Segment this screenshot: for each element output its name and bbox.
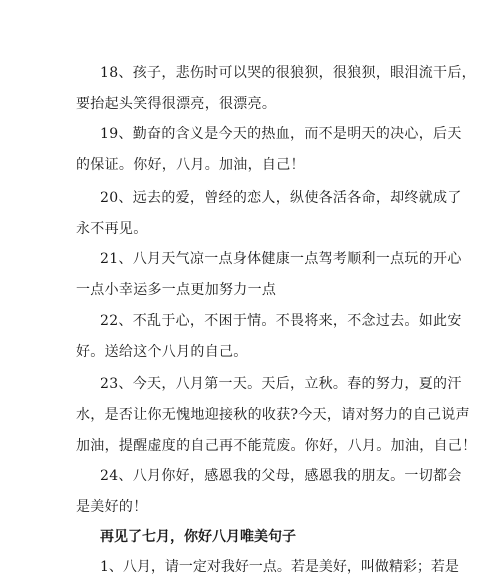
- paragraph-18: [76, 58, 476, 120]
- paragraph-line: 18、孩子，悲伤时可以哭的很狼狈，很狼狈，眼泪流干后，: [100, 65, 476, 81]
- section-heading: 再见了七月，你好八月唯美句子: [100, 529, 296, 545]
- paragraph-23: [76, 369, 477, 462]
- paragraph-line: 一点小幸运多一点更加努力一点: [76, 282, 277, 298]
- paragraph-line: 24、八月你好，感恩我的父母，感恩我的朋友。一切都会: [100, 468, 462, 484]
- paragraph-22: [76, 306, 462, 368]
- paragraph-24: [76, 461, 462, 523]
- paragraph-line: 21、八月天气凉一点身体健康一点驾考顺利一点玩的开心: [100, 251, 462, 267]
- paragraph-21: [76, 244, 462, 306]
- paragraph-line: 20、远去的爱，曾经的恋人，纵使各活各命，却终就成了: [100, 190, 462, 206]
- paragraph-line: 加油，提醒虚度的自己再不能荒废。你好，八月。加油，自己！: [76, 438, 477, 454]
- paragraph-line: 要抬起头笑得很漂亮，很漂亮。: [76, 96, 277, 112]
- partial-line: 1、八月，请一定对我好一点。若是美好，叫做精彩；若是: [100, 559, 459, 575]
- paragraph-20: [76, 183, 462, 245]
- paragraph-line: 好。送给这个八月的自己。: [76, 344, 248, 360]
- paragraph-line: 19、勤奋的含义是今天的热血，而不是明天的决心，后天: [100, 126, 462, 142]
- paragraph-line: 是美好的！: [76, 499, 148, 515]
- paragraph-line: 23、今天，八月第一天。天后，立秋。春的努力，夏的汗: [100, 376, 462, 392]
- paragraph-line: 永不再见。: [76, 221, 148, 237]
- paragraph-line: 水，是否让你无愧地迎接秋的收获?今天，请对努力的自己说声: [76, 407, 470, 423]
- paragraph-line: 的保证。你好，八月。加油，自己！: [76, 157, 305, 173]
- paragraph-line: 22、不乱于心，不困于情。不畏将来，不念过去。如此安: [100, 313, 462, 329]
- paragraph-19: [76, 119, 462, 181]
